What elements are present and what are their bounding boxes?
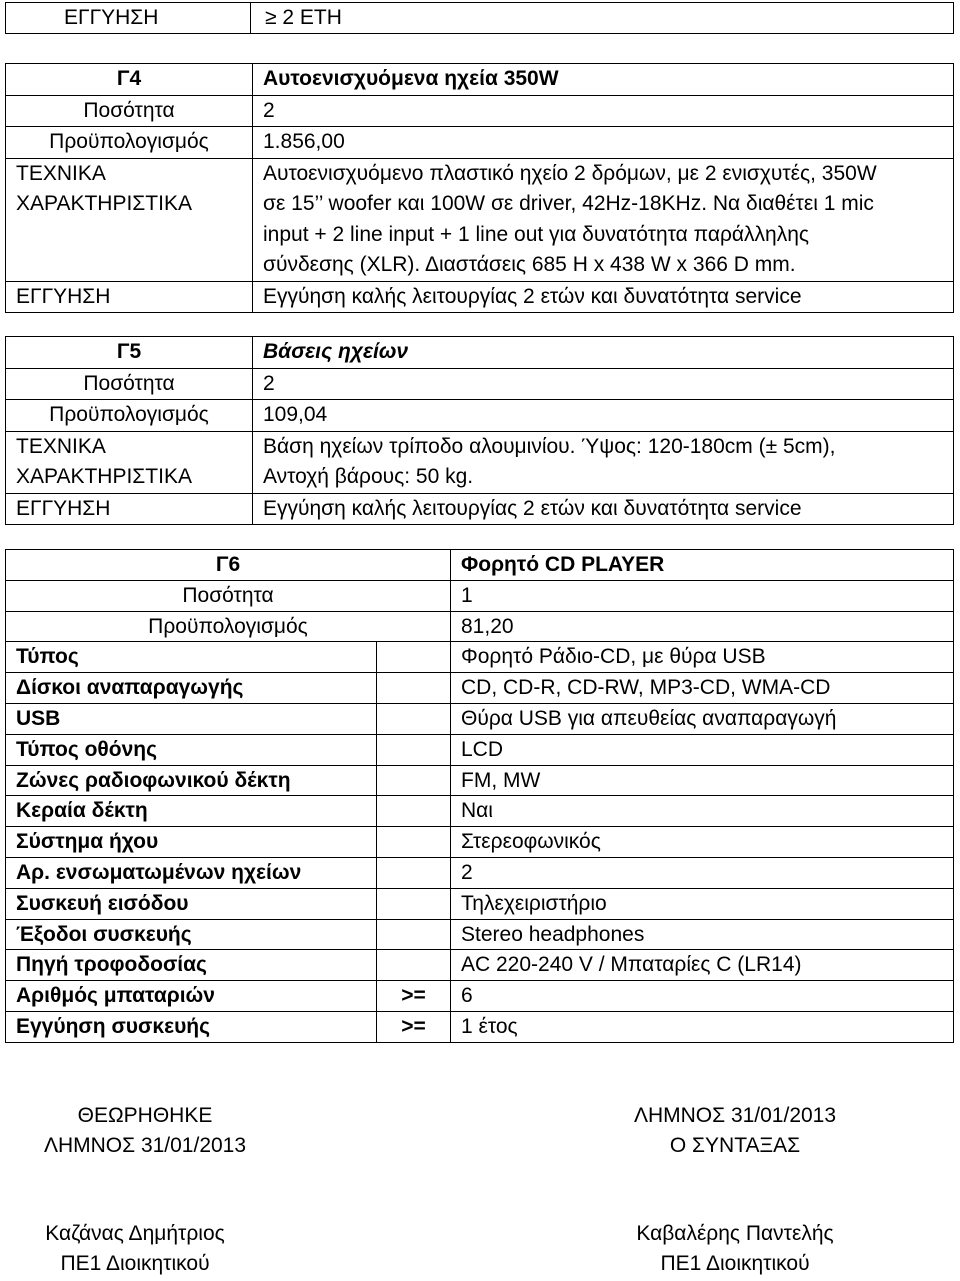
- spec-value: Stereo headphones: [451, 919, 954, 950]
- spec-operator: [377, 734, 451, 765]
- signature-left-name: [0, 1219, 270, 1279]
- table-row: [6, 888, 954, 919]
- signature-right-header: [600, 1101, 870, 1161]
- right-signer-name: Καβαλέρης Παντελής: [636, 1222, 834, 1245]
- g5-tech-label-line1: ΤΕΧΝΙΚΑ: [16, 434, 106, 458]
- spec-operator: [377, 919, 451, 950]
- g4-table: [5, 63, 954, 313]
- table-row: [6, 642, 954, 673]
- spec-label: Δίσκοι αναπαραγωγής: [6, 673, 377, 704]
- left-signer-role: ΠΕ1 Διοικητικού: [60, 1252, 210, 1275]
- spec-operator: [377, 673, 451, 704]
- g4-tech-line: input + 2 line input + 1 line out για δυνατότητα παράλληλης: [263, 222, 810, 246]
- signature-right-name: [600, 1219, 870, 1279]
- g5-tech-line: Αντοχή βάρους: 50 kg.: [263, 465, 474, 488]
- g6-budget: 81,20: [451, 611, 954, 642]
- g5-tech-label-line2: ΧΑΡΑΚΤΗΡΙΣΤΙΚΑ: [16, 465, 192, 488]
- g4-tech-line: σύνδεσης (XLR). Διαστάσεις 685 H x 438 W x 366 D mm.: [263, 253, 796, 276]
- g5-table: [5, 336, 954, 525]
- table-row: [6, 734, 954, 765]
- g4-warranty: Εγγύηση καλής λειτουργίας 2 ετών και δυνατότητα service: [253, 281, 954, 313]
- g4-budget: 1.856,00: [253, 127, 954, 159]
- g5-qty: 2: [253, 368, 954, 400]
- spec-label: Αριθμός μπαταριών: [6, 981, 377, 1012]
- table-row: [6, 919, 954, 950]
- g5-warranty: Εγγύηση καλής λειτουργίας 2 ετών και δυνατότητα service: [253, 493, 954, 525]
- spec-operator: [377, 857, 451, 888]
- spec-value: Τηλεχειριστήριο: [451, 888, 954, 919]
- g5-qty-label: Ποσότητα: [6, 368, 253, 400]
- g6-qty-label: Ποσότητα: [6, 580, 451, 611]
- table-row: [6, 1011, 954, 1042]
- spec-label: Συσκευή εισόδου: [6, 888, 377, 919]
- g5-code: Γ5: [6, 337, 253, 369]
- signature-left-header: [10, 1101, 280, 1161]
- table-row: [6, 796, 954, 827]
- g6-table: [5, 549, 954, 1043]
- spec-value: 2: [451, 857, 954, 888]
- g5-warranty-label: ΕΓΓΥΗΣΗ: [6, 493, 253, 525]
- spec-operator: [377, 642, 451, 673]
- g4-warranty-label: ΕΓΓΥΗΣΗ: [6, 281, 253, 313]
- approved-label: ΘΕΩΡΗΘΗΚΕ: [77, 1104, 213, 1127]
- g6-qty: 1: [451, 580, 954, 611]
- spec-label: Τύπος οθόνης: [6, 734, 377, 765]
- g4-code: Γ4: [6, 64, 253, 96]
- top-warranty-value: ≥ 2 ΕΤΗ: [251, 3, 954, 34]
- left-signer-name: Καζάνας Δημήτριος: [45, 1222, 225, 1245]
- table-row: [6, 765, 954, 796]
- g4-tech-line: Αυτοενισχυόμενο πλαστικό ηχείο 2 δρόμων, με 2 ενισχυτές, 350W: [263, 161, 877, 185]
- spec-value: 6: [451, 981, 954, 1012]
- g6-title: Φορητό CD PLAYER: [451, 550, 954, 581]
- left-place-date: ΛΗΜΝΟΣ 31/01/2013: [43, 1134, 247, 1157]
- g5-tech-line: Βάση ηχείων τρίποδο αλουμινίου. Ύψος: 120-180cm (± 5cm),: [263, 434, 836, 458]
- g6-budget-label: Προϋπολογισμός: [6, 611, 451, 642]
- g4-tech-label: [6, 158, 253, 281]
- spec-value: 1 έτος: [451, 1011, 954, 1042]
- spec-label: Έξοδοι συσκευής: [6, 919, 377, 950]
- g6-code: Γ6: [6, 550, 451, 581]
- spec-operator: [377, 888, 451, 919]
- g4-title: Αυτοενισχυόμενα ηχεία 350W: [253, 64, 954, 96]
- spec-label: Κεραία δέκτη: [6, 796, 377, 827]
- spec-label: Ζώνες ραδιοφωνικού δέκτη: [6, 765, 377, 796]
- spec-operator: [377, 765, 451, 796]
- spec-label: Τύπος: [6, 642, 377, 673]
- right-signer-role: ΠΕ1 Διοικητικού: [660, 1252, 810, 1275]
- spec-operator: [377, 950, 451, 981]
- table-row: [6, 981, 954, 1012]
- spec-value: Ναι: [451, 796, 954, 827]
- g5-budget: 109,04: [253, 400, 954, 432]
- spec-operator: >=: [377, 981, 451, 1012]
- g4-qty-label: Ποσότητα: [6, 95, 253, 127]
- author-label: Ο ΣΥΝΤΑΞΑΣ: [669, 1134, 801, 1157]
- top-warranty-table: [5, 2, 954, 34]
- spec-value: CD, CD-R, CD-RW, MP3-CD, WMA-CD: [451, 673, 954, 704]
- spec-value: FM, MW: [451, 765, 954, 796]
- g4-tech-label-line1: ΤΕΧΝΙΚΑ: [16, 161, 106, 185]
- spec-label: Εγγύηση συσκευής: [6, 1011, 377, 1042]
- g5-tech-text: [253, 431, 954, 493]
- table-row: [6, 950, 954, 981]
- spec-value: Θύρα USB για απευθείας αναπαραγωγή: [451, 703, 954, 734]
- g4-budget-label: Προϋπολογισμός: [6, 127, 253, 159]
- spec-operator: [377, 703, 451, 734]
- spec-label: Αρ. ενσωματωμένων ηχείων: [6, 857, 377, 888]
- g4-qty: 2: [253, 95, 954, 127]
- g5-tech-label: [6, 431, 253, 493]
- table-row: [6, 827, 954, 858]
- spec-operator: [377, 827, 451, 858]
- spec-operator: >=: [377, 1011, 451, 1042]
- spec-label: Πηγή τροφοδοσίας: [6, 950, 377, 981]
- spec-value: LCD: [451, 734, 954, 765]
- spec-label: USB: [6, 703, 377, 734]
- spec-operator: [377, 796, 451, 827]
- spec-value: AC 220-240 V / Μπαταρίες C (LR14): [451, 950, 954, 981]
- g4-tech-text: [253, 158, 954, 281]
- table-row: [6, 703, 954, 734]
- spec-value: Φορητό Ράδιο-CD, με θύρα USB: [451, 642, 954, 673]
- spec-label: Σύστημα ήχου: [6, 827, 377, 858]
- top-warranty-label: ΕΓΓΥΗΣΗ: [6, 3, 251, 34]
- table-row: [6, 673, 954, 704]
- g5-title: Βάσεις ηχείων: [253, 337, 954, 369]
- table-row: [6, 857, 954, 888]
- g5-budget-label: Προϋπολογισμός: [6, 400, 253, 432]
- g4-tech-line: σε 15’’ woofer και 100W σε driver, 42Hz-18KHz. Να διαθέτει 1 mic: [263, 192, 874, 215]
- spec-value: Στερεοφωνικός: [451, 827, 954, 858]
- g4-tech-label-line2: ΧΑΡΑΚΤΗΡΙΣΤΙΚΑ: [16, 192, 192, 215]
- right-place-date: ΛΗΜΝΟΣ 31/01/2013: [633, 1104, 837, 1127]
